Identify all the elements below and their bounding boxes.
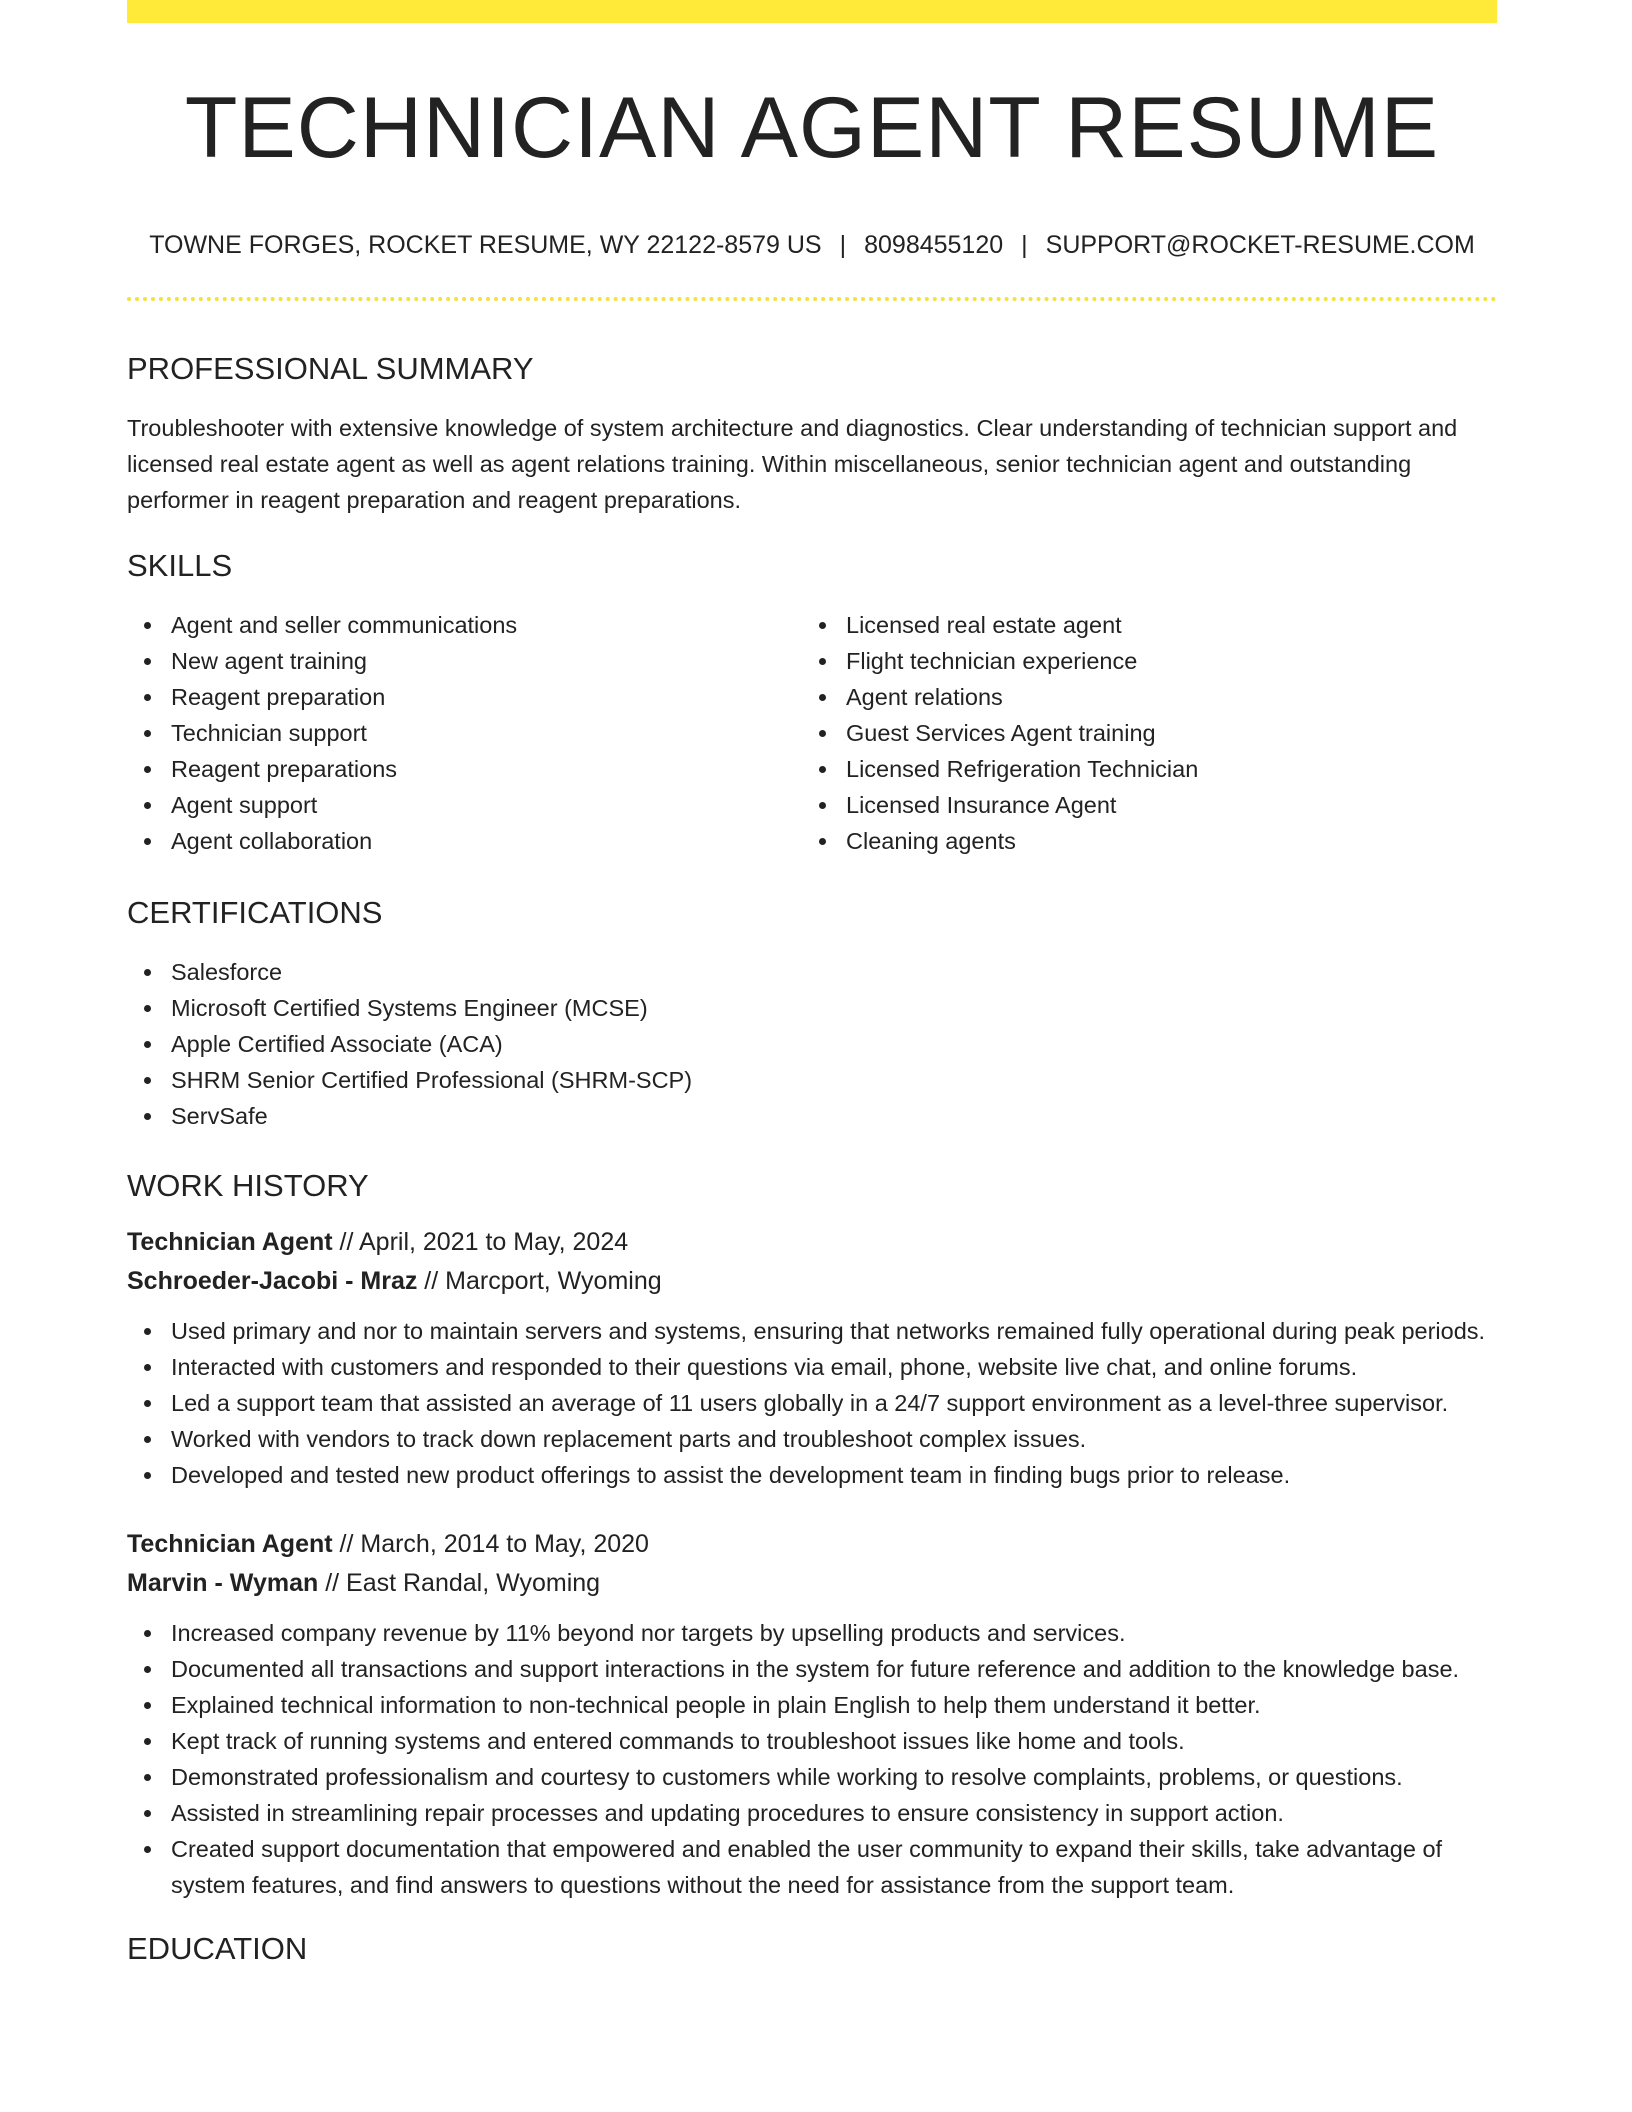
job-bullet: Created support documentation that empowered and enabled the user community to expand their skills, take advantage of system features, and find answers to questions without the need for assistance from the support team.: [127, 1831, 1497, 1903]
certifications-section: [127, 897, 1497, 1134]
job-entry: [127, 1525, 1497, 1903]
job-bullet: Assisted in streamlining repair processes and updating procedures to ensure consistency in support action.: [127, 1795, 1497, 1831]
job-company: Marvin - Wyman: [127, 1569, 319, 1597]
section-title-skills: SKILLS: [127, 548, 233, 583]
job-role: Technician Agent: [127, 1228, 333, 1256]
certification-item: Apple Certified Associate (ACA): [127, 1026, 1497, 1062]
skill-item: Agent and seller communications: [127, 607, 802, 643]
skills-right-list: [802, 607, 1477, 859]
dotted-divider: [127, 297, 1497, 301]
contact-line: [127, 233, 1497, 258]
job-bullet: Worked with vendors to track down replacement parts and troubleshoot complex issues.: [127, 1421, 1497, 1457]
job-bullet: Documented all transactions and support interactions in the system for future reference and addition to the knowledge base.: [127, 1651, 1497, 1687]
education-section: [127, 1933, 1497, 1964]
summary-text: Troubleshooter with extensive knowledge of system architecture and diagnostics. Clear understanding of technician support and licensed real estate agent as well as agent relations training. Within miscellaneous, senior technician agent and outstanding performer in reagent preparation and reagent preparations.: [127, 415, 1458, 513]
skill-item: Reagent preparation: [127, 679, 802, 715]
certifications-list: [127, 954, 1497, 1134]
skill-item: Licensed real estate agent: [802, 607, 1477, 643]
job-bullet: Interacted with customers and responded to their questions via email, phone, website live chat, and online forums.: [127, 1349, 1497, 1385]
accent-bar: [127, 0, 1497, 23]
skill-item: Reagent preparations: [127, 751, 802, 787]
contact-phone: 8098455120: [864, 231, 1004, 259]
skill-item: Agent support: [127, 787, 802, 823]
skill-item: Cleaning agents: [802, 823, 1477, 859]
resume-title: TECHNICIAN AGENT RESUME: [184, 80, 1440, 176]
section-title-certifications: CERTIFICATIONS: [127, 895, 383, 930]
job-title-line: [127, 1223, 1497, 1262]
skills-grid: [127, 607, 1497, 859]
skill-item: Flight technician experience: [802, 643, 1477, 679]
resume-page: [127, 0, 1497, 1964]
skill-item: Agent relations: [802, 679, 1477, 715]
job-bullet: Increased company revenue by 11% beyond nor targets by upselling products and services.: [127, 1615, 1497, 1651]
job-bullet: Developed and tested new product offerings to assist the development team in finding bugs prior to release.: [127, 1457, 1497, 1493]
job-company: Schroeder-Jacobi - Mraz: [127, 1267, 418, 1295]
job-location: // East Randal, Wyoming: [318, 1569, 601, 1597]
job-dates: // March, 2014 to May, 2020: [332, 1530, 649, 1558]
skill-item: New agent training: [127, 643, 802, 679]
summary-section: [127, 353, 1497, 518]
section-title-education: EDUCATION: [127, 1931, 308, 1966]
skill-item: Licensed Refrigeration Technician: [802, 751, 1477, 787]
job-bullets: [127, 1615, 1497, 1903]
contact-separator: |: [839, 231, 847, 259]
skills-left-list: [127, 607, 802, 859]
job-company-line: [127, 1262, 1497, 1301]
job-bullet: Led a support team that assisted an average of 11 users globally in a 24/7 support environment as a level-three supervisor.: [127, 1385, 1497, 1421]
job-dates: // April, 2021 to May, 2024: [332, 1228, 629, 1256]
section-title-work-history: WORK HISTORY: [127, 1168, 369, 1203]
certification-item: Salesforce: [127, 954, 1497, 990]
job-title-line: [127, 1525, 1497, 1564]
contact-separator: |: [1021, 231, 1028, 259]
job-entry: [127, 1223, 1497, 1493]
job-location: // Marcport, Wyoming: [417, 1267, 662, 1295]
work-history-section: [127, 1170, 1497, 1903]
skill-item: Guest Services Agent training: [802, 715, 1477, 751]
job-bullet: Used primary and nor to maintain servers and systems, ensuring that networks remained fully operational during peak periods.: [127, 1313, 1497, 1349]
job-bullet: Demonstrated professionalism and courtesy to customers while working to resolve complaints, problems, or questions.: [127, 1759, 1497, 1795]
certification-item: Microsoft Certified Systems Engineer (MCSE): [127, 990, 1497, 1026]
job-bullet: Explained technical information to non-technical people in plain English to help them understand it better.: [127, 1687, 1497, 1723]
certification-item: SHRM Senior Certified Professional (SHRM-SCP): [127, 1062, 1497, 1098]
job-role: Technician Agent: [127, 1530, 333, 1558]
job-bullet: Kept track of running systems and entered commands to troubleshoot issues like home and tools.: [127, 1723, 1497, 1759]
section-title-summary: PROFESSIONAL SUMMARY: [127, 351, 534, 386]
skills-section: [127, 550, 1497, 859]
job-bullets: [127, 1313, 1497, 1493]
certification-item: ServSafe: [127, 1098, 1497, 1134]
contact-address: TOWNE FORGES, ROCKET RESUME, WY 22122-8579 US: [149, 231, 822, 259]
skill-item: Licensed Insurance Agent: [802, 787, 1477, 823]
skill-item: Technician support: [127, 715, 802, 751]
job-company-line: [127, 1564, 1497, 1603]
skill-item: Agent collaboration: [127, 823, 802, 859]
contact-email: SUPPORT@ROCKET-RESUME.COM: [1045, 231, 1475, 259]
